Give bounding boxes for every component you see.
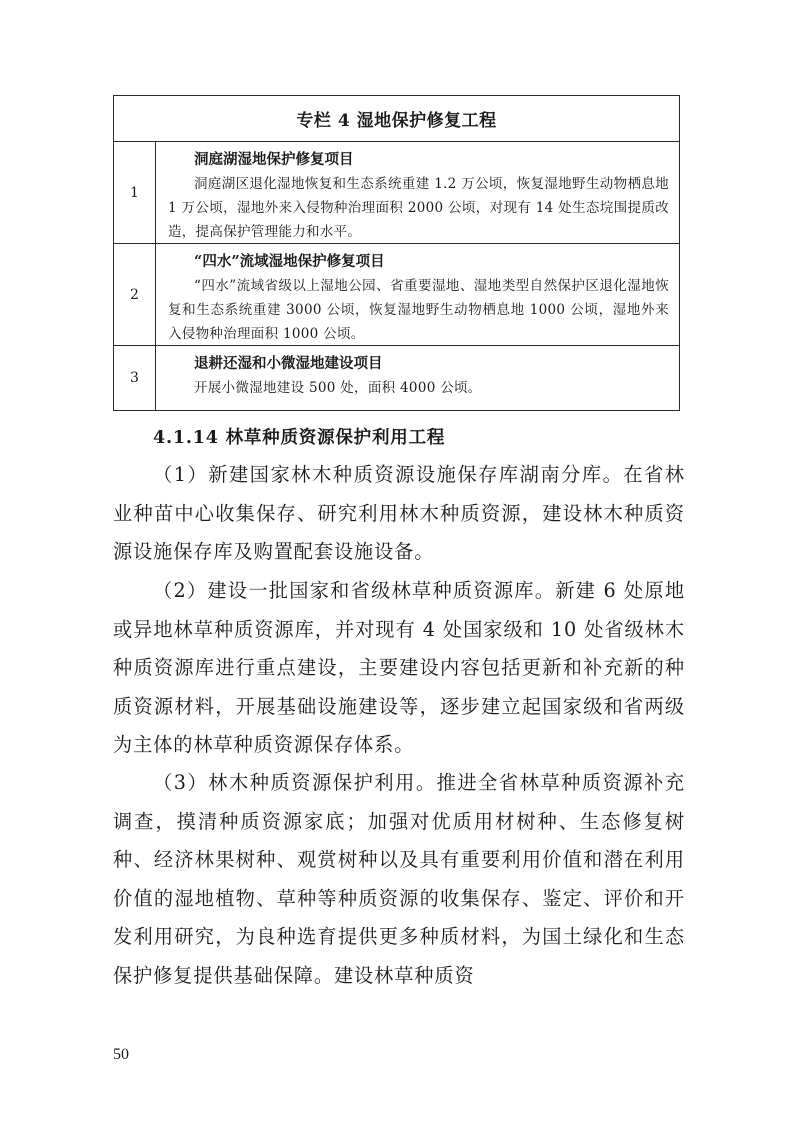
project-description: 开展小微湿地建设 500 处，面积 4000 公顷。 xyxy=(194,380,482,396)
body-paragraph: （3）林木种质资源保护利用。推进全省林草种质资源补充调查，摸清种质资源家底；加强对优质用材树种、生态修复树种、经济林果树种、观赏树种以及具有重要利用价值和潜在利用价值的湿地植物、草种等种质资源的收集保存、鉴定、评价和开发利用研究，为良种选育提供更多种质材料，为国土绿化和生态保护修复提供基础保障。建设林草种质资 xyxy=(113,771,685,987)
project-row xyxy=(114,142,679,244)
project-number: 3 xyxy=(114,346,156,410)
project-number: 1 xyxy=(114,142,156,243)
project-row xyxy=(114,244,679,346)
project-heading: 退耕还湿和小微湿地建设项目 xyxy=(194,355,383,372)
body-paragraph: （1）新建国家林木种质资源设施保存库湖南分库。在省林业种苗中心收集保存、研究利用林木种质资源，建设林木种质资源设施保存库及购置配套设施设备。 xyxy=(113,463,685,563)
project-content xyxy=(156,244,679,345)
project-description: “四水”流域省级以上湿地公园、省重要湿地、湿地类型自然保护区退化湿地恢复和生态系统重建 3000 公顷，恢复湿地野生动物栖息地 1000 公顷，湿地外来入侵物种治理面积 1000 公顷。 xyxy=(168,278,669,342)
project-heading: 洞庭湖湿地保护修复项目 xyxy=(194,151,354,168)
page-number: 50 xyxy=(113,1046,129,1063)
section-heading: 4.1.14 林草种质资源保护利用工程 xyxy=(153,428,446,448)
special-column-title: 专栏 4 湿地保护修复工程 xyxy=(114,96,679,142)
project-number: 2 xyxy=(114,244,156,345)
body-paragraph: （2）建设一批国家和省级林草种质资源库。新建 6 处原地或异地林草种质资源库，并对现有 4 处国家级和 10 处省级林木种质资源库进行重点建设，主要建设内容包括更新和补充新的种质资源材料，开展基础设施建设等，逐步建立起国家级和省两级为主体的林草种质资源保存体系。 xyxy=(113,579,685,756)
project-row xyxy=(114,346,679,410)
project-content xyxy=(156,346,679,410)
project-description: 洞庭湖区退化湿地恢复和生态系统重建 1.2 万公顷，恢复湿地野生动物栖息地 1 万公顷，湿地外来入侵物种治理面积 2000 公顷，对现有 14 处生态垸围提质改造，提高保护管理能力和水平。 xyxy=(168,176,669,240)
special-column-box xyxy=(113,95,680,411)
project-content xyxy=(156,142,679,243)
project-heading: “四水”流域湿地保护修复项目 xyxy=(194,253,385,270)
